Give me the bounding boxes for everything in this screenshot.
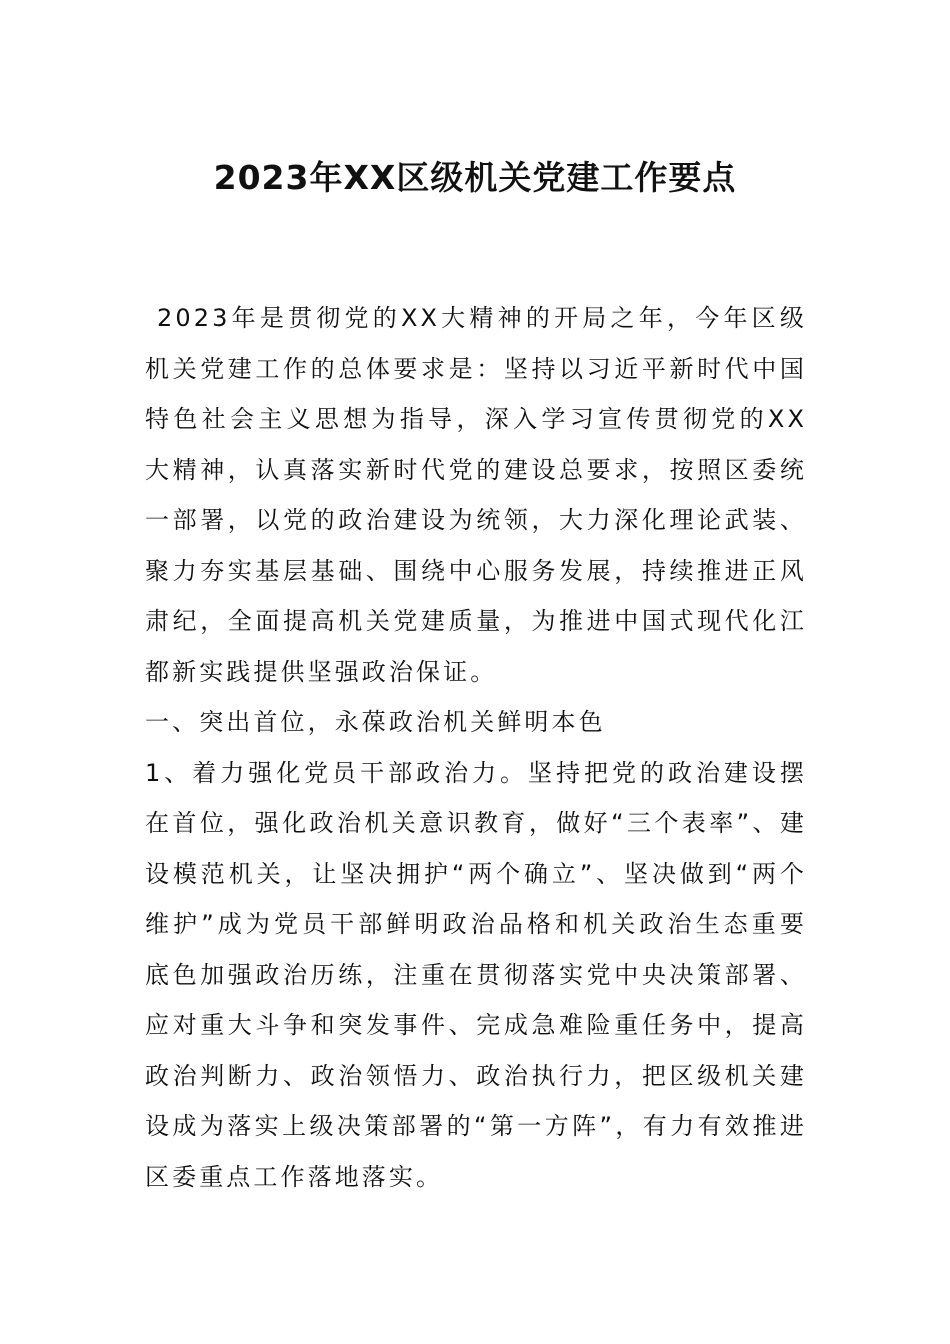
intro-paragraph: 2023年是贯彻党的XX大精神的开局之年，今年区级机关党建工作的总体要求是：坚持以习近平新时代中国特色社会主义思想为指导，深入学习宣传贯彻党的XX大精神，认真落实新时代党的建设总要求，按照区委统一部署，以党的政治建设为统领，大力深化理论武装、聚力夯实基层基础、围绕中心服务发展，持续推进正风肃纪，全面提高机关党建质量，为推进中国式现代化江都新实践提供坚强政治保证。 xyxy=(145,304,807,686)
item-paragraph: 1、着力强化党员干部政治力。坚持把党的政治建设摆在首位，强化政治机关意识教育，做好“三个表率”、建设模范机关，让坚决拥护“两个确立”、坚决做到“两个维护”成为党员干部鲜明政治品格和机关政治生态重要底色加强政治历练，注重在贯彻落实党中央决策部署、应对重大斗争和突发事件、完成急难险重任务中，提高政治判断力、政治领悟力、政治执行力，把区级机关建设成为落实上级决策部署的“第一方阵”，有力有效推进区委重点工作落地落实。 xyxy=(145,758,807,1191)
document-title: 2023年XX区级机关党建工作要点 xyxy=(213,158,737,197)
section-heading: 一、突出首位，永葆政治机关鲜明本色 xyxy=(145,708,606,736)
document-body xyxy=(145,293,807,1202)
